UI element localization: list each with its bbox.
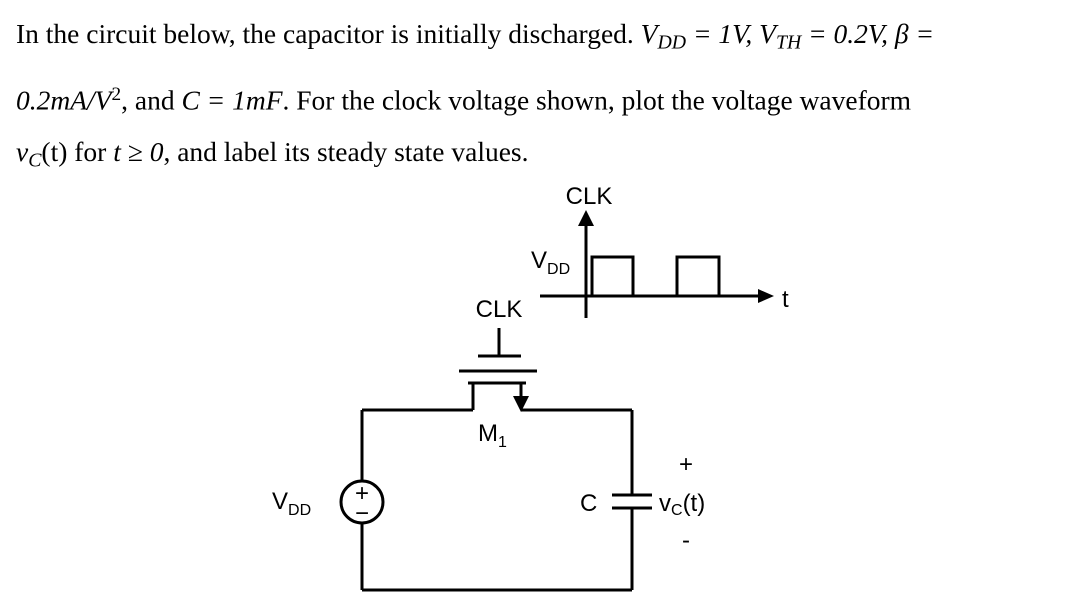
line3-rest: , and label its steady state values. [163,136,529,168]
vth-equation: = 0.2V, [801,18,895,49]
vc-symbol: v [16,136,29,168]
vth-symbol: V [759,18,776,49]
vc-plus-sign: + [678,451,694,478]
capacitance-equation: C = 1mF [181,84,283,116]
gate-clk-label: CLK [475,296,523,323]
transistor-label: $M_1$ [478,420,507,451]
intro-text: In the circuit below, the capacitor is initially discharged. [16,18,641,49]
vc-subscript: C [28,149,42,172]
source-plus-sign: + [354,480,370,507]
source-minus-sign: − [354,500,370,527]
clk-axis-label: CLK [565,183,613,210]
vdd-equation: = 1V, [686,18,760,49]
time-axis-arrow-icon [758,289,774,303]
line2-rest: . For the clock voltage shown, plot the voltage waveform [282,84,912,116]
source-label: $V_{DD}$ [272,488,312,519]
vc-argument: (t) [41,136,68,168]
clk-high-level-label: $V_{DD}$ [531,247,571,278]
for-text: for [67,136,114,168]
clock-waveform [566,257,745,296]
vdd-symbol: V [640,18,658,49]
beta-equation: β = [894,18,935,49]
time-condition: t ≥ 0 [113,136,164,168]
vc-label: vC(t) [659,490,706,519]
clk-axis-arrow-icon [578,210,594,226]
vth-subscript: TH [775,31,802,54]
and-text: , and [121,84,182,116]
time-axis-label: t [782,286,789,313]
beta-value: 0.2mA/V [16,84,112,116]
vc-minus-sign: - [682,527,690,554]
vdd-subscript: DD [657,31,687,54]
capacitor-label: C [580,490,598,517]
beta-exponent: 2 [111,83,122,105]
